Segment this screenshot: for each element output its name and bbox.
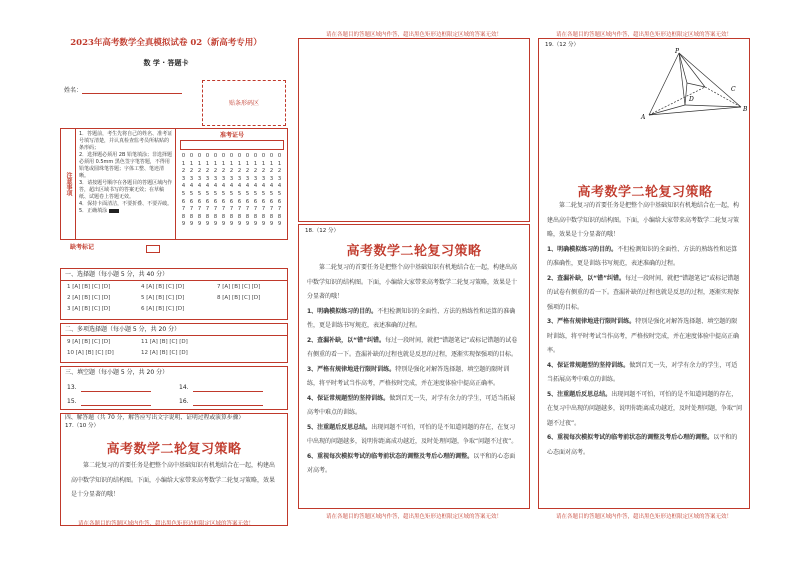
label-P: P	[675, 48, 680, 55]
ticket-digit[interactable]: 2	[269, 168, 274, 175]
ticket-digit[interactable]: 3	[253, 175, 258, 182]
filled-mark-icon	[109, 209, 119, 213]
ticket-digit[interactable]: 6	[261, 198, 266, 205]
name-field[interactable]	[82, 93, 182, 94]
mc-answer-row[interactable]: 3 [A] [B] [C] [D]	[67, 306, 111, 312]
ticket-digit[interactable]: 7	[261, 206, 266, 213]
q19-point-2: 2、查漏补缺，以“错”纠错。每过一段时间，就把“错题笔记”或标记错题的试卷有侧重的看一下。查漏补缺的过程也就是反思的过程，逐渐实现保强项的目标。	[547, 274, 740, 311]
ticket-digit[interactable]: 7	[205, 206, 210, 213]
ticket-digit[interactable]: 8	[269, 213, 274, 220]
ticket-digit[interactable]: 9	[237, 221, 242, 228]
ticket-digit[interactable]: 7	[269, 206, 274, 213]
exam-title: 2023年高考数学全真模拟试卷 02（新高考专用）	[70, 38, 262, 48]
ticket-digit[interactable]: 0	[277, 153, 282, 159]
q19-article-title: 高考数学二轮复习策略	[577, 185, 713, 200]
ticket-digit[interactable]: 4	[245, 183, 250, 190]
q19-article-body	[539, 199, 751, 460]
ticket-digit[interactable]: 4	[205, 183, 210, 190]
ticket-digit[interactable]: 6	[221, 198, 226, 205]
ticket-digit[interactable]: 5	[213, 190, 218, 197]
ticket-digit[interactable]: 8	[237, 213, 242, 220]
ticket-digit[interactable]: 7	[197, 206, 202, 213]
ticket-digit[interactable]: 6	[237, 198, 242, 205]
col3-bottom-warning: 请在各题目的答题区域内作答，超出黑色矩形边框限定区域的答案无效！	[555, 514, 732, 520]
section-3-title: 三、填空题（每小题 5 分，共 20 分）	[65, 369, 169, 376]
ms-answer-row[interactable]: 12 [A] [B] [C] [D]	[141, 350, 188, 356]
q18-point-5: 5、注重题后反思总结。出现问题不可怕，可怕的是不知道问题的存在，在复习中出现的问题越多，说明你距离成功越近，及时处理问题，争取“问题不过夜”。	[307, 423, 518, 445]
ticket-digit[interactable]: 9	[269, 221, 274, 228]
ticket-digit[interactable]: 5	[245, 190, 250, 197]
ticket-digit[interactable]: 6	[269, 198, 274, 205]
ticket-digit-column[interactable]	[220, 153, 227, 229]
mc-answer-row[interactable]: 8 [A] [B] [C] [D]	[217, 295, 261, 301]
ticket-digit[interactable]: 9	[221, 221, 226, 228]
ticket-panel	[175, 129, 288, 239]
ticket-digit[interactable]: 3	[245, 175, 250, 182]
ticket-digit[interactable]: 8	[229, 213, 234, 220]
ticket-digit[interactable]: 9	[205, 221, 210, 228]
blank-13-line[interactable]	[81, 391, 151, 392]
mc-answer-row[interactable]: 2 [A] [B] [C] [D]	[67, 295, 111, 301]
blank-16-line[interactable]	[193, 405, 263, 406]
ticket-digit[interactable]: 2	[197, 168, 202, 175]
ticket-digit[interactable]: 4	[269, 183, 274, 190]
ticket-digit-column[interactable]	[204, 153, 211, 229]
answer-sheet-column-1	[42, 30, 290, 530]
ticket-digit[interactable]: 2	[277, 168, 282, 175]
q19-point-1: 1、明确模拟练习的目的。不但检测知识的全面性、方法的熟练性和运算的准确性，更是训练书写规范，表述准确的过程。	[547, 245, 738, 267]
ticket-digit[interactable]: 4	[181, 183, 186, 190]
q17-article-intro: 第二轮复习的首要任务是把整个高中基础知识有机地结合在一起，构建出高中数学知识的结构图。下面，小编给大家带来高考数学二轮复习策略，效果是十分显著的哦！	[71, 462, 276, 498]
ticket-digit[interactable]: 5	[253, 190, 258, 197]
ticket-digit[interactable]: 7	[229, 206, 234, 213]
ticket-digit[interactable]: 2	[261, 168, 266, 175]
ticket-digit[interactable]: 5	[277, 190, 282, 197]
ticket-digit-column[interactable]	[228, 153, 235, 229]
ticket-digit[interactable]: 9	[261, 221, 266, 228]
q18-article-title: 高考数学二轮复习策略	[346, 244, 482, 259]
ticket-digit-column[interactable]	[212, 153, 219, 229]
ticket-digit[interactable]: 8	[205, 213, 210, 220]
sheet-subtitle: 数 学 · 答题卡	[143, 59, 189, 67]
section-2-title: 二、多项选择题（每小题 5 分，共 20 分）	[61, 324, 287, 336]
ticket-digit[interactable]: 5	[221, 190, 226, 197]
label-B: B	[743, 106, 748, 113]
ticket-digit[interactable]: 4	[229, 183, 234, 190]
ticket-digit[interactable]: 5	[181, 190, 186, 197]
mc-answer-row[interactable]: 5 [A] [B] [C] [D]	[141, 295, 185, 301]
label-D: D	[689, 96, 694, 103]
ticket-digit[interactable]: 8	[253, 213, 258, 220]
ticket-digit[interactable]: 9	[277, 221, 282, 228]
q18-point-6: 6、重视每次模拟考试的临考前状态的调整及考后心理的调整。以平和的心态面对高考。	[307, 452, 516, 474]
ticket-digit[interactable]: 4	[253, 183, 258, 190]
ticket-digit[interactable]: 0	[181, 153, 186, 159]
ticket-digit[interactable]: 2	[213, 168, 218, 175]
notes-label: 注意事项	[61, 129, 76, 239]
ticket-digit[interactable]: 1	[245, 160, 250, 167]
ticket-digit[interactable]: 3	[221, 175, 226, 182]
ticket-digit[interactable]: 4	[189, 183, 194, 190]
ticket-digit[interactable]: 6	[277, 198, 282, 205]
mc-answer-row[interactable]: 6 [A] [B] [C] [D]	[141, 306, 185, 312]
ticket-digit[interactable]: 3	[189, 175, 194, 182]
ticket-digit[interactable]: 7	[181, 206, 186, 213]
col1-footer-warning: 请在各题目的答题区域内作答，超出黑色矩形边框限定区域的答案无效！	[77, 521, 254, 527]
ticket-digit[interactable]: 5	[269, 190, 274, 197]
label-A: A	[641, 114, 646, 121]
q19-point-4: 4、保证常规题型的坚持训练。做到百无一失，对学有余力的学生，可适当拓展高考中难点的训练。	[547, 361, 738, 383]
ticket-digit[interactable]: 1	[237, 160, 242, 167]
ticket-digit[interactable]: 5	[205, 190, 210, 197]
ticket-digit[interactable]: 8	[245, 213, 250, 220]
ms-answer-row[interactable]: 11 [A] [B] [C] [D]	[141, 339, 188, 345]
name-label: 姓名：	[64, 87, 83, 94]
mc-answer-row[interactable]: 4 [A] [B] [C] [D]	[141, 284, 185, 290]
ticket-digit[interactable]: 1	[261, 160, 266, 167]
ticket-digit[interactable]: 3	[181, 175, 186, 182]
ticket-digit[interactable]: 2	[245, 168, 250, 175]
note-2: 2．选择题必须用 2B 铅笔填涂；非选择题必须用 0.5mm 黑色签字笔答题，不得用铅笔或圆珠笔答题；字体工整、笔迹清晰。	[79, 152, 172, 179]
blank-15-label: 15.	[67, 398, 77, 405]
ticket-digit[interactable]: 8	[213, 213, 218, 220]
ticket-digit[interactable]: 8	[277, 213, 282, 220]
section-fill-in	[60, 366, 288, 410]
q18-article-intro: 第二轮复习的首要任务是把整个高中基础知识有机地结合在一起，构建出高中数学知识的结构图。下面，小编给大家带来高考数学二轮复习策略，效果是十分显著的哦！	[307, 264, 518, 300]
blank-13-label: 13.	[67, 384, 77, 391]
ticket-digit[interactable]: 7	[245, 206, 250, 213]
ticket-digit[interactable]: 0	[229, 153, 234, 159]
section-4-title: 四、解答题（共 70 分，解答应写出文字说明、证明过程或演算步骤）	[65, 415, 245, 421]
ticket-digit[interactable]: 9	[245, 221, 250, 228]
ticket-digit[interactable]: 1	[189, 160, 194, 167]
ticket-digit[interactable]: 1	[205, 160, 210, 167]
q18-article-body	[299, 259, 529, 479]
ticket-digit[interactable]: 0	[197, 153, 202, 159]
ticket-digit[interactable]: 6	[189, 198, 194, 205]
ticket-digit-column[interactable]	[188, 153, 195, 229]
ticket-digit[interactable]: 0	[221, 153, 226, 159]
ticket-digit[interactable]: 2	[205, 168, 210, 175]
ticket-digit[interactable]: 8	[261, 213, 266, 220]
ticket-digit[interactable]: 0	[237, 153, 242, 159]
ticket-digit[interactable]: 2	[221, 168, 226, 175]
ticket-digit[interactable]: 3	[197, 175, 202, 182]
q17-article-title: 高考数学二轮复习策略	[106, 442, 242, 457]
ticket-digit[interactable]: 5	[237, 190, 242, 197]
ticket-digit-column[interactable]	[196, 153, 203, 229]
ticket-digit[interactable]: 4	[237, 183, 242, 190]
ticket-digit[interactable]: 6	[245, 198, 250, 205]
section-multiple-choice	[60, 268, 288, 320]
ticket-digit-column[interactable]	[268, 153, 275, 229]
note-4: 4．保持卡面清洁，不要折叠、不要弄破。	[79, 201, 173, 207]
note-1: 1．答题前，考生先将自己的姓名、准考证号填写清楚，并认真检查监考员所粘贴的条形码；	[79, 131, 173, 151]
section-multi-select	[60, 323, 288, 363]
ticket-digit[interactable]: 8	[189, 213, 194, 220]
ticket-digit[interactable]: 5	[229, 190, 234, 197]
col3-top-warning: 请在各题目的答题区域内作答，超出黑色矩形边框限定区域的答案无效！	[555, 32, 732, 38]
ticket-digit[interactable]: 8	[221, 213, 226, 220]
blank-14-label: 14.	[179, 384, 189, 391]
blank-16-label: 16.	[179, 398, 189, 405]
ticket-digit[interactable]: 3	[269, 175, 274, 182]
ms-answer-row[interactable]: 10 [A] [B] [C] [D]	[67, 350, 114, 356]
blank-15-line[interactable]	[81, 405, 151, 406]
ticket-digit[interactable]: 5	[197, 190, 202, 197]
ticket-digit[interactable]: 7	[237, 206, 242, 213]
absent-checkbox[interactable]	[146, 245, 160, 253]
ticket-digit[interactable]: 1	[277, 160, 282, 167]
ticket-digit[interactable]: 9	[197, 221, 202, 228]
ticket-digit[interactable]: 8	[181, 213, 186, 220]
section-1-title: 一、选择题（每小题 5 分，共 40 分）	[61, 269, 287, 281]
ticket-digit[interactable]: 1	[197, 160, 202, 167]
q18-point-3: 3、严格有规律地进行限时训练。特别是强化对解答选择题、填空题的限时训练，将平时考试当作高考，严格按时完成，并在速度体验中提高正确率。	[307, 365, 510, 387]
ticket-digit[interactable]: 2	[189, 168, 194, 175]
ticket-digit[interactable]: 4	[213, 183, 218, 190]
q18-point-4: 4、保证常规题型的坚持训练。做到百无一失，对学有余力的学生，可适当拓展高考中难点的训练。	[307, 394, 516, 416]
ticket-digit[interactable]: 5	[189, 190, 194, 197]
section-solution	[60, 413, 288, 526]
col3-q19-box[interactable]	[538, 38, 750, 509]
ticket-digit[interactable]: 0	[253, 153, 258, 159]
ticket-digit[interactable]: 0	[261, 153, 266, 159]
q19-point-6: 6、重视每次模拟考试的临考前状态的调整及考后心理的调整。以平和的心态面对高考。	[547, 434, 738, 456]
notes-text	[79, 131, 173, 215]
question-19-label: 19.（12 分）	[545, 42, 579, 48]
ticket-digit[interactable]: 4	[277, 183, 282, 190]
q18-point-1: 1、明确模拟练习的目的。不但检测知识的全面性、方法的熟练性和运算的准确性，更是训练书写规范，表述准确的过程。	[307, 307, 516, 329]
ticket-digit[interactable]: 9	[253, 221, 258, 228]
pyramid-figure	[639, 47, 749, 127]
label-C: C	[731, 86, 736, 93]
col2-bottom-warning: 请在各题目的答题区域内作答，超出黑色矩形边框限定区域的答案无效！	[325, 514, 502, 520]
ticket-digit[interactable]: 6	[253, 198, 258, 205]
ticket-write-row[interactable]	[180, 140, 284, 150]
ticket-digit[interactable]: 5	[261, 190, 266, 197]
ticket-digit[interactable]: 2	[237, 168, 242, 175]
ticket-digit[interactable]: 1	[213, 160, 218, 167]
ticket-digit-grid[interactable]	[180, 153, 284, 237]
absent-label: 缺考标记	[70, 244, 95, 251]
ticket-digit[interactable]: 4	[261, 183, 266, 190]
col2-q18-box[interactable]	[298, 224, 530, 509]
ticket-digit[interactable]: 3	[229, 175, 234, 182]
ticket-label: 准考证号	[219, 132, 244, 139]
ticket-digit[interactable]: 2	[181, 168, 186, 175]
ticket-digit[interactable]: 1	[181, 160, 186, 167]
ticket-digit[interactable]: 8	[197, 213, 202, 220]
ticket-digit[interactable]: 7	[189, 206, 194, 213]
mc-answer-row[interactable]: 7 [A] [B] [C] [D]	[217, 284, 261, 290]
ticket-digit-column[interactable]	[244, 153, 251, 229]
ticket-digit-column[interactable]	[236, 153, 243, 229]
ticket-digit[interactable]: 1	[229, 160, 234, 167]
q19-point-5: 5、注重题后反思总结。出现问题不可怕，可怕的是不知道问题的存在，在复习中出现的问题越多，说明你距离成功越近，及时处理问题，争取“问题不过夜”。	[547, 390, 743, 427]
q18-point-2: 2、查漏补缺，以“错”纠错。每过一段时间，就把“错题笔记”或标记错题的试卷有侧重的看一下。查漏补缺的过程也就是反思的过程，逐渐实现保强项的目标。	[307, 336, 518, 358]
col2-top-box[interactable]	[298, 38, 530, 222]
question-17-label: 17.（10 分）	[65, 423, 99, 429]
ticket-digit[interactable]: 1	[221, 160, 226, 167]
ticket-digit[interactable]: 3	[213, 175, 218, 182]
ticket-digit[interactable]: 6	[229, 198, 234, 205]
ticket-digit-column[interactable]	[180, 153, 187, 229]
barcode-label: 贴条形码区	[228, 100, 259, 107]
ticket-digit[interactable]: 6	[213, 198, 218, 205]
ticket-digit[interactable]: 3	[237, 175, 242, 182]
mc-answer-row[interactable]: 1 [A] [B] [C] [D]	[67, 284, 111, 290]
ticket-digit[interactable]: 9	[229, 221, 234, 228]
q19-point-3: 3、严格有规律地进行限时训练。特别是强化对解答选择题、填空题的限时训练，将平时考试当作高考，严格按时完成，并在速度体验中提高正确率。	[547, 318, 740, 354]
ticket-digit[interactable]: 7	[277, 206, 282, 213]
ticket-digit[interactable]: 6	[181, 198, 186, 205]
ticket-digit-column[interactable]	[276, 153, 283, 229]
ticket-digit[interactable]: 6	[205, 198, 210, 205]
ticket-digit-column[interactable]	[260, 153, 267, 229]
col2-top-warning: 请在各题目的答题区域内作答，超出黑色矩形边框限定区域的答案无效！	[325, 32, 502, 38]
ticket-digit[interactable]: 0	[245, 153, 250, 159]
ticket-digit[interactable]: 0	[189, 153, 194, 159]
q19-article-intro: 第二轮复习的首要任务是把整个高中基础知识有机地结合在一起，构建出高中数学知识的结构图。下面，小编给大家带来高考数学二轮复习策略，效果是十分显著的哦！	[547, 202, 740, 238]
ticket-digit[interactable]: 3	[277, 175, 282, 182]
barcode-area	[202, 80, 286, 126]
note-5: 5．正确填涂	[79, 208, 173, 215]
ticket-digit-column[interactable]	[252, 153, 259, 229]
ticket-digit[interactable]: 6	[197, 198, 202, 205]
question-18-label: 18.（12 分）	[305, 228, 339, 234]
ticket-digit[interactable]: 7	[213, 206, 218, 213]
ticket-digit[interactable]: 1	[269, 160, 274, 167]
ticket-digit[interactable]: 3	[261, 175, 266, 182]
ms-answer-row[interactable]: 9 [A] [B] [C] [D]	[67, 339, 111, 345]
ticket-digit[interactable]: 4	[221, 183, 226, 190]
note-3: 3．请按题号顺序在各题目的答题区域内作答，超出区域书写的答案无效；在草稿纸、试题卷上答题无效。	[79, 180, 173, 200]
blank-14-line[interactable]	[193, 391, 263, 392]
ticket-digit[interactable]: 2	[229, 168, 234, 175]
ticket-digit[interactable]: 2	[253, 168, 258, 175]
ticket-digit[interactable]: 4	[197, 183, 202, 190]
ticket-digit[interactable]: 1	[253, 160, 258, 167]
ticket-digit[interactable]: 9	[189, 221, 194, 228]
ticket-digit[interactable]: 7	[221, 206, 226, 213]
info-block	[60, 128, 288, 240]
ticket-digit[interactable]: 9	[213, 221, 218, 228]
ticket-digit[interactable]: 3	[205, 175, 210, 182]
ticket-digit[interactable]: 0	[205, 153, 210, 159]
ticket-digit[interactable]: 9	[181, 221, 186, 228]
ticket-digit[interactable]: 0	[269, 153, 274, 159]
ticket-digit[interactable]: 7	[253, 206, 258, 213]
ticket-digit[interactable]: 0	[213, 153, 218, 159]
